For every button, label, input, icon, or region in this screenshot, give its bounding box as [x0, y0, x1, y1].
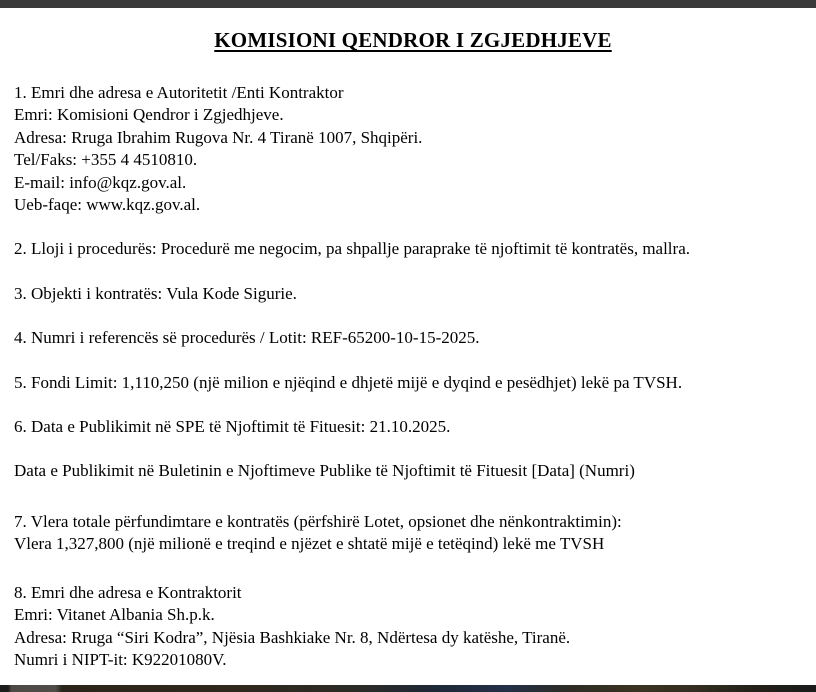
- section-8-contractor: [14, 582, 812, 672]
- section-2-procedure-type: [14, 238, 812, 260]
- bulletin-publication-note: [14, 460, 812, 482]
- text-line: 3. Objekti i kontratës: Vula Kode Sigurie.: [14, 283, 297, 303]
- text-line: Emri: Vitanet Albania Sh.p.k.: [14, 605, 215, 625]
- window-top-bar: [0, 0, 816, 8]
- text-line: Numri i NIPT-it: K92201080V.: [14, 649, 227, 669]
- section-4-reference-number: [14, 327, 812, 349]
- text-line: Vlera 1,327,800 (një milionë e treqind e njëzet e shtatë mijë e tetëqind) lekë me TVSH: [14, 534, 605, 554]
- text-line: 6. Data e Publikimit në SPE të Njoftimit të Fituesit: 21.10.2025.: [14, 417, 451, 437]
- text-line: Ueb-faqe: www.kqz.gov.al.: [14, 195, 201, 215]
- section-5-limit-fund: [14, 372, 812, 394]
- text-line: 7. Vlera totale përfundimtare e kontratës (përfshirë Lotet, opsionet dhe nënkontraktimin):: [14, 511, 622, 531]
- text-line: 8. Emri dhe adresa e Kontraktorit: [14, 582, 242, 602]
- section-1-contracting-authority: [14, 82, 812, 216]
- text-line: Tel/Faks: +355 4 4510810.: [14, 150, 198, 170]
- text-line: Adresa: Rruga Ibrahim Rugova Nr. 4 Tiranë 1007, Shqipëri.: [14, 127, 423, 147]
- text-line: 5. Fondi Limit: 1,110,250 (një milion e njëqind e dhjetë mijë e dyqind e pesëdhjet) lekë pa TVSH.: [14, 372, 683, 392]
- text-line: Emri: Komisioni Qendror i Zgjedhjeve.: [14, 105, 284, 125]
- text-line: 4. Numri i referencës së procedurës / Lotit: REF-65200-10-15-2025.: [14, 328, 480, 348]
- document-title: KOMISIONI QENDROR I ZGJEDHJEVE: [214, 28, 612, 52]
- document-page: [14, 8, 812, 671]
- text-line: Adresa: Rruga “Siri Kodra”, Njësia Bashkiake Nr. 8, Ndërtesa dy katëshe, Tiranë.: [14, 627, 571, 647]
- taskbar-strip: [0, 685, 816, 692]
- section-7-total-contract-value: [14, 511, 812, 556]
- text-line: 2. Lloji i procedurës: Procedurë me negocim, pa shpallje paraprake të njoftimit të kontratës, mallra.: [14, 239, 690, 259]
- section-3-contract-object: [14, 283, 812, 305]
- text-line: E-mail: info@kqz.gov.al.: [14, 172, 187, 192]
- text-line: 1. Emri dhe adresa e Autoritetit /Enti Kontraktor: [14, 83, 344, 102]
- text-line: Data e Publikimit në Buletinin e Njoftimeve Publike të Njoftimit të Fituesit [Data] (Numri): [14, 461, 635, 481]
- section-6-spe-publication-date: [14, 416, 812, 438]
